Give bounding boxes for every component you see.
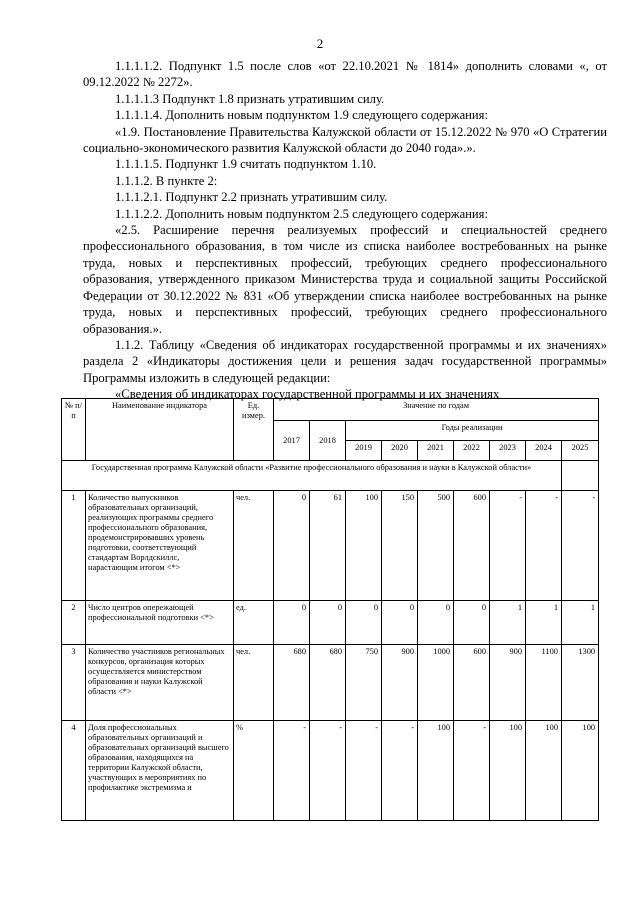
row-unit: чел. [234,491,274,601]
header-year: 2018 [310,421,346,461]
paragraph: «2.5. Расширение перечня реализуемых профессий и специальностей среднего профессионального образования, в том числе из списка наиболее востребованных на рынке труда, новых и перспективных профессий, требующих среднего профессионального образования, утвержденного приказом Министерства труда и социальной защиты Российской Федерации от 30.12.2022 № 831 «Об утверждении списка наиболее востребованных на рынке труда, новых и перспективных профессий, требующих среднего профессионального образования.». [83,223,607,336]
row-value: 680 [274,645,310,721]
row-name: Количество выпускников образовательных организаций, реализующих программы среднего профессионального образования, продемонстрировавших уровень подготовки, соответствующий стандартам Ворлдскиллс, нарастающим итогом <*> [86,491,234,601]
paragraph: «1.9. Постановление Правительства Калужской области от 15.12.2022 № 970 «О Стратегии социально-экономического развития Калужской области до 2040 года».». [83,124,607,156]
row-value: 61 [310,491,346,601]
document-body [83,58,607,403]
table-caption: «Сведения об индикаторах государственной программы и их значениях [115,387,500,402]
row-value: 750 [346,645,382,721]
row-value: 900 [382,645,418,721]
row-value: 600 [454,645,490,721]
row-name: Количество участников региональных конкурсов, организация которых осуществляется министерством образования и науки Калужской области <*> [86,645,234,721]
paragraph: 1.1.2. Таблицу «Сведения об индикаторах государственной программы и их значениях» раздела 2 «Индикаторы достижения цели и решения задач государственной программы» Программы изложить в следующей редакции: [83,337,607,385]
header-year: 2025 [562,441,599,461]
row-value: 0 [418,601,454,645]
header-year: 2017 [274,421,310,461]
row-name: Доля профессиональных образовательных организаций и образовательных организаций высшего образования, находящихся на территории Калужской области, участвующих в мероприятиях по профилактике экстремизма и [86,721,234,821]
header-year: 2023 [490,441,526,461]
paragraph: 1.1.1.2. В пункте 2: [115,173,218,188]
row-value: - [526,491,562,601]
row-value: 1 [562,601,599,645]
row-value: 100 [418,721,454,821]
paragraph: 1.1.1.2.1. Подпункт 2.2 признать утратившим силу. [115,190,388,205]
header-unit: Ед. измер. [234,399,274,461]
row-value: 100 [562,721,599,821]
row-value: 0 [346,601,382,645]
paragraph: 1.1.1.1.5. Подпункт 1.9 считать подпунктом 1.10. [115,157,377,172]
row-value: 1100 [526,645,562,721]
row-value: 500 [418,491,454,601]
row-value: - [274,721,310,821]
row-num: 1 [62,491,86,601]
row-value: 1 [526,601,562,645]
row-num: 4 [62,721,86,821]
row-value: - [562,491,599,601]
paragraph: 1.1.1.2.2. Дополнить новым подпунктом 2.5 следующего содержания: [115,206,488,221]
row-value: 100 [526,721,562,821]
header-name: Наименование индикатора [86,399,234,461]
row-value: 680 [310,645,346,721]
row-value: 100 [490,721,526,821]
table-row [62,645,599,721]
table-row [62,491,599,601]
row-value: 100 [346,491,382,601]
header-year: 2024 [526,441,562,461]
program-title: Государственная программа Калужской области «Развитие профессионального образования и науки в Калужской области» [62,461,562,491]
table-row [62,721,599,821]
header-year: 2020 [382,441,418,461]
row-value: 0 [382,601,418,645]
row-value: - [346,721,382,821]
header-years-impl: Годы реализации [346,421,599,441]
row-value: 900 [490,645,526,721]
row-value: 0 [274,601,310,645]
row-unit: % [234,721,274,821]
page-number: 2 [316,36,324,51]
paragraph: 1.1.1.1.4. Дополнить новым подпунктом 1.9 следующего содержания: [115,108,488,123]
row-unit: ед. [234,601,274,645]
row-value: 0 [274,491,310,601]
row-value: 1300 [562,645,599,721]
row-value: 600 [454,491,490,601]
row-value: 0 [310,601,346,645]
row-value: - [454,721,490,821]
table-row [62,601,599,645]
paragraph: 1.1.1.1.3 Подпункт 1.8 признать утратившим силу. [115,91,385,106]
row-name: Число центров опережающей профессиональной подготовки <*> [86,601,234,645]
header-year: 2021 [418,441,454,461]
row-value: 1000 [418,645,454,721]
row-num: 2 [62,601,86,645]
row-num: 3 [62,645,86,721]
row-value: 0 [454,601,490,645]
table-cell [562,461,599,491]
row-value: - [490,491,526,601]
row-value: 150 [382,491,418,601]
row-value: - [382,721,418,821]
indicators-table [61,398,599,821]
header-year: 2019 [346,441,382,461]
row-unit: чел. [234,645,274,721]
paragraph: 1.1.1.1.2. Подпункт 1.5 после слов «от 22.10.2021 № 1814» дополнить словами «, от 09.12.2022 № 2272». [83,59,607,90]
row-value: 1 [490,601,526,645]
header-num: № п/п [62,399,86,461]
header-values-by-year: Значение по годам [274,399,599,421]
row-value: - [310,721,346,821]
header-year: 2022 [454,441,490,461]
